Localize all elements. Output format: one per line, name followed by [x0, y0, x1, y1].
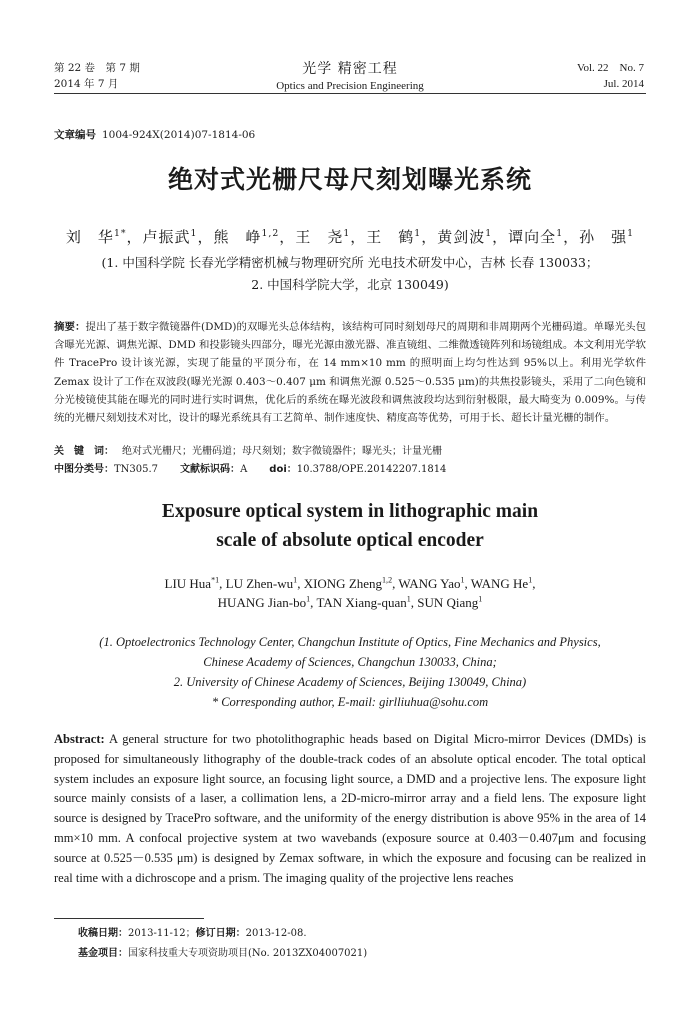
- publish-date-cn: 2014 年 7 月: [54, 78, 119, 90]
- footnote-divider: [54, 918, 204, 919]
- authors-en: [0, 574, 700, 612]
- author-en: WANG He: [470, 576, 529, 591]
- affiliation-en: [0, 632, 700, 712]
- title-cn: 绝对式光栅尺母尺刻划曝光系统: [167, 165, 532, 194]
- affiliation-en-line: 2. University of Chinese Academy of Sciences, Beijing 130049, China): [173, 675, 527, 689]
- corresponding-author: * Corresponding author, E-mail: girlliuhua@sohu.com: [211, 695, 489, 709]
- author-en-sup: 1: [460, 575, 465, 585]
- received-label: 收稿日期：: [78, 928, 128, 939]
- header-divider: [54, 93, 646, 94]
- publish-date-en: Jul. 2014: [603, 78, 644, 90]
- author-cn: 王 尧: [295, 228, 344, 246]
- author-en: SUN Qiang: [417, 595, 479, 610]
- classification-line: [54, 462, 646, 478]
- authors-cn: 刘 华$^{1*}$，卢振武$^1$，熊 峥$^{1,2}$，王 尧$^1$，王 鹤$^1$，黄剑波$^1$，谭向全$^1$，孙 强$^1$: [65, 228, 635, 246]
- author-cn-sup: 1: [414, 228, 422, 239]
- abstract-en-text: A general structure for two photolithographic heads based on Digital Micro-mirror Devices (DMDs) is proposed for simultaneously lithography of the double-track codes of an absolute optical encoder. The total optical system includes an exposure light source, an focusing light source, a DMD and a projective lens. The exposure light source mainly consists of a laser, a collimation lens, a 2D-micro-mirror array and a field lens. The exposure light source is designed by TracePro software, and the uniformity of the energy distribution is above 95% in the area of 14 mm×10 mm. A confocal projective system at two wavebands (exposure source at 0.403－0.407μm and focusing source at 0.525－0.535 μm) is designed by Zemax software, in which the exposure and focusing can be realized in real time with a dichroscope and a prism. The imaging quality of the projective lens reaches: [54, 732, 646, 885]
- affiliation-cn: [0, 252, 700, 296]
- volume-issue-cn: 第 22 卷 第 7 期: [54, 62, 140, 74]
- fund-value: 国家科技重大专项资助项目(No. 2013ZX04007021): [128, 948, 368, 959]
- clc-value: TN305.7: [114, 464, 159, 475]
- author-cn-sup: 1: [485, 228, 493, 239]
- author-en: LU Zhen-wu: [225, 576, 294, 591]
- footnote-dates: [78, 926, 638, 942]
- author-cn-sup: 1: [627, 228, 635, 239]
- article-number-label: 文章编号: [54, 129, 96, 141]
- author-en-sup: 1,2: [382, 575, 393, 585]
- author-en-sup: 1: [293, 575, 298, 585]
- author-en: TAN Xiang-quan: [316, 595, 407, 610]
- volume-issue-en: Vol. 22 No. 7: [576, 62, 644, 74]
- header-right: [577, 60, 644, 92]
- fund-label: 基金项目：: [78, 948, 128, 959]
- footnote-fund: [78, 946, 638, 962]
- author-en-sup: 1: [478, 594, 483, 604]
- doc-code-value: A: [240, 464, 248, 475]
- author-cn-sup: 1: [343, 228, 351, 239]
- author-en-sup: *1: [211, 575, 220, 585]
- author-en: LIU Hua: [164, 576, 212, 591]
- author-cn: 王 鹤: [366, 228, 415, 246]
- affiliation-cn-line: 2. 中国科学院大学，北京 130049): [251, 277, 449, 292]
- author-cn: 刘 华: [65, 228, 114, 246]
- author-en: XIONG Zheng: [303, 576, 383, 591]
- journal-name-cn: 光学 精密工程: [302, 61, 398, 77]
- abstract-cn: [54, 318, 646, 427]
- author-cn: 黄剑波: [437, 228, 486, 246]
- author-en-sup: 1: [306, 594, 311, 604]
- author-cn: 孙 强: [579, 228, 628, 246]
- affiliation-cn-line: (1. 中国科学院 长春光学精密机械与物理研究所 光电技术研发中心，吉林 长春 130033；: [101, 255, 599, 270]
- author-cn: 谭向全: [508, 228, 557, 246]
- article-number-value: 1004-924X(2014)07-1814-06: [102, 129, 256, 141]
- authors-en-line: HUANG Jian-$bo^1$, TAN Xiang-quan$^1$, SUN Qiang$^1$: [217, 594, 483, 610]
- abstract-cn-text: 提出了基于数字微镜器件(DMD)的双曝光头总体结构，该结构可同时刻划母尺的周期和非周期两个光栅码道。单曝光头包含曝光光源、调焦光源、DMD 和投影镜头四部分，曝光光源由激光器、准直镜组、二维微透镜阵列和场镜组成。本文利用光学软件 TracePro 设计该光源，实现了能量的平顶分布，在 14 mm×10 mm 的照明面上均匀性达到 95%以上。利用光学软件 Zemax 设计了工作在双波段(曝光光源 0.403～0.407 μm 和调焦光源 0.525～0.535 μm)的共焦投影镜头，采用了二向色镜和分光棱镜使其能在曝光的同时进行实时调焦，优化后的系统在曝光波段和调焦波段均达到衍射极限，最大畸变为 0.009%。与传统的光栅尺刻划技术对比，设计的曝光系统具有工艺简单、制作速度快、精度高等优势，可用于长、超长计量光栅的制作。: [54, 321, 647, 425]
- abstract-cn-label: 摘要：: [54, 321, 86, 333]
- author-cn-sup: 1: [556, 228, 564, 239]
- affiliation-en-line: (1. Optoelectronics Technology Center, Changchun Institute of Optics, Fine Mechanics and Physics,: [99, 635, 601, 649]
- doc-code-label: 文献标识码：: [180, 464, 241, 475]
- keywords-cn-label: 关 键 词：: [54, 446, 114, 457]
- doi-value: 10.3788/OPE.20142207.1814: [296, 464, 447, 475]
- author-cn-sup: 1,2: [261, 228, 280, 239]
- revised-label: 修订日期：: [195, 928, 246, 939]
- author-en: WANG Yao: [398, 576, 461, 591]
- author-cn-sup: 1: [190, 228, 198, 239]
- keywords-cn-text: 绝对式光栅尺；光栅码道；母尺刻划；数字微镜器件；曝光头；计量光栅: [122, 446, 442, 457]
- article-number: [54, 127, 255, 142]
- revised-value: 2013-12-08.: [245, 928, 307, 939]
- author-cn-sup: 1*: [113, 228, 127, 239]
- keywords-cn: [54, 444, 646, 460]
- clc-label: 中图分类号：: [54, 464, 114, 475]
- abstract-en-label: Abstract:: [54, 732, 105, 746]
- author-en-sup: 1: [528, 575, 533, 585]
- journal-name-en: Optics and Precision Engineering: [276, 80, 424, 92]
- doi-label: doi：: [269, 464, 297, 475]
- author-cn: 卢振武: [142, 228, 191, 246]
- abstract-en: [54, 730, 646, 888]
- author-en-sup: 1: [406, 594, 411, 604]
- title-en-line: Exposure optical system in lithographic main: [161, 501, 539, 522]
- received-value: 2013-11-12；: [128, 928, 196, 939]
- authors-en-line: LIU Hua$^{*1}$, LU Zhen-$wu^1$, XIONG Zheng$^{1,2}$, WANG Yao$^1$, WANG He$^1$,: [164, 575, 536, 591]
- title-en: [0, 497, 700, 555]
- author-en: HUANG Jian-bo: [217, 595, 307, 610]
- author-cn: 熊 峥: [213, 228, 262, 246]
- affiliation-en-line: Chinese Academy of Sciences, Changchun 130033, China;: [203, 655, 497, 669]
- title-en-line: scale of absolute optical encoder: [216, 530, 484, 551]
